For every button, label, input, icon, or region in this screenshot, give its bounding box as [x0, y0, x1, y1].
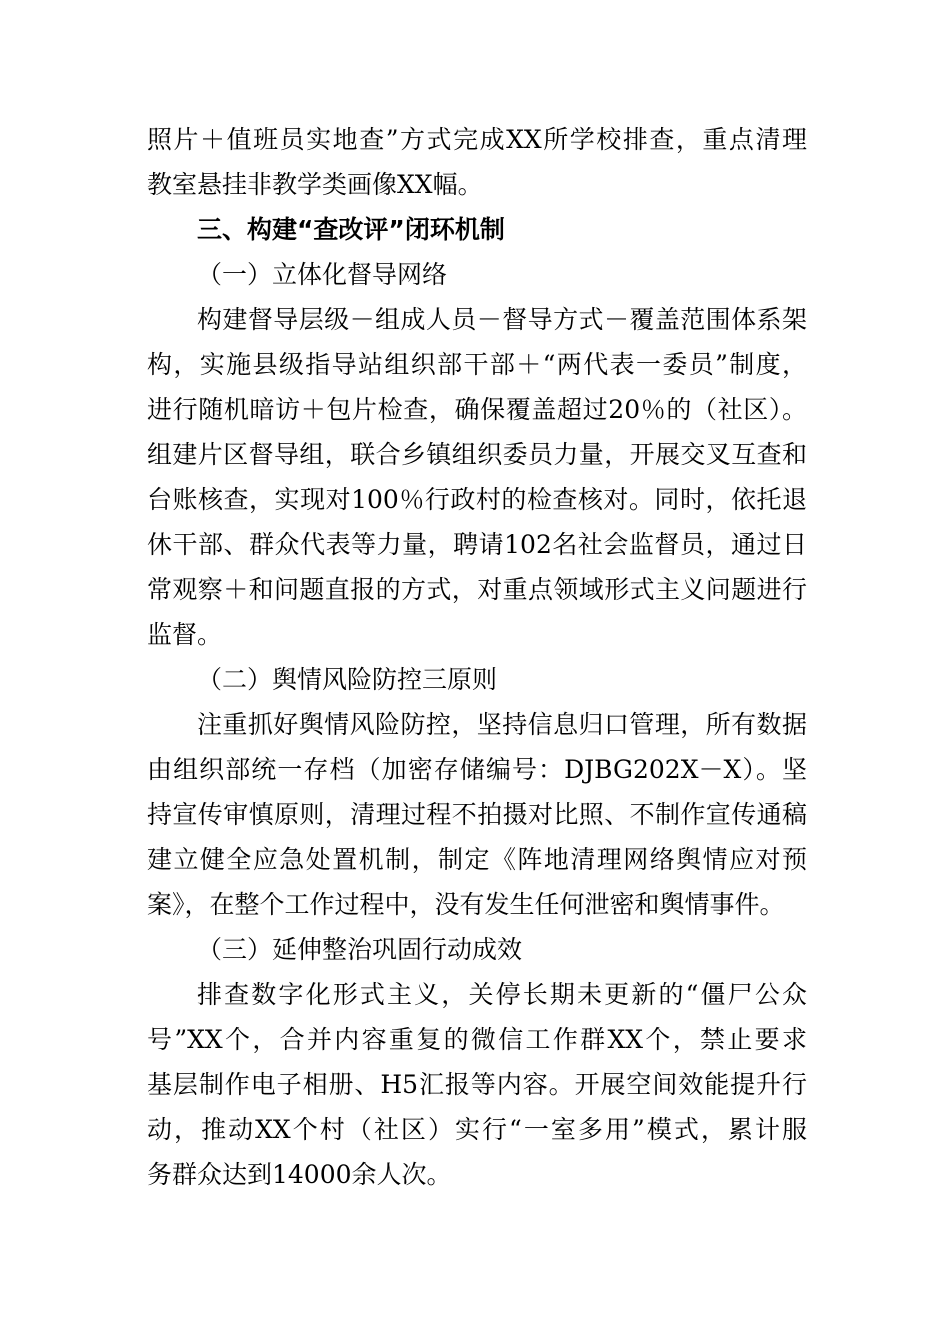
- sub1-line-8: 监督。: [147, 620, 223, 649]
- sub3-line-5: 务群众达到14000余人次。: [147, 1160, 452, 1189]
- subsection-3-heading: （三）延伸整治巩固行动成效: [197, 935, 523, 964]
- sub1-line-7: 常观察＋和问题直报的方式，对重点领域形式主义问题进行: [147, 575, 807, 604]
- section-3-heading: 三、构建“查改评”闭环机制: [197, 215, 505, 244]
- sub1-line-4: 组建片区督导组，联合乡镇组织委员力量，开展交叉互查和: [147, 440, 807, 469]
- sub1-line-3: 进行随机暗访＋包片检查，确保覆盖超过20％的（社区）。: [147, 395, 807, 424]
- subsection-2-heading: （二）舆情风险防控三原则: [197, 665, 498, 694]
- sub1-line-2: 构，实施县级指导站组织部干部＋“两代表一委员”制度，: [147, 350, 807, 379]
- sub3-line-3: 基层制作电子相册、H5汇报等内容。开展空间效能提升行: [147, 1070, 807, 1099]
- sub1-line-6: 休干部、群众代表等力量，聘请102名社会监督员，通过日: [147, 530, 807, 559]
- sub1-line-5: 台账核查，实现对100％行政村的检查核对。同时，依托退: [147, 485, 807, 514]
- sub2-line-5: 案》，在整个工作过程中，没有发生任何泄密和舆情事件。: [147, 890, 785, 919]
- sub3-line-4: 动，推动XX个村（社区）实行“一室多用”模式，累计服: [147, 1115, 807, 1144]
- sub2-line-2: 由组织部统一存档（加密存储编号：DJBG202X－X）。坚: [147, 755, 807, 784]
- sub1-line-1: 构建督导层级－组成人员－督导方式－覆盖范围体系架: [197, 305, 807, 334]
- sub2-line-1: 注重抓好舆情风险防控，坚持信息归口管理，所有数据: [197, 710, 807, 739]
- sub2-line-3: 持宣传审慎原则，清理过程不拍摄对比照、不制作宣传通稿: [147, 800, 807, 829]
- intro-line-1: 照片＋值班员实地查”方式完成XX所学校排查，重点清理: [147, 125, 807, 154]
- sub3-line-1: 排查数字化形式主义，关停长期未更新的“僵尸公众: [197, 980, 807, 1009]
- subsection-1-heading: （一）立体化督导网络: [197, 260, 448, 289]
- sub3-line-2: 号”XX个，合并内容重复的微信工作群XX个，禁止要求: [147, 1025, 807, 1054]
- sub2-line-4: 建立健全应急处置机制，制定《阵地清理网络舆情应对预: [147, 845, 807, 874]
- intro-line-2: 教室悬挂非教学类画像XX幅。: [147, 170, 483, 199]
